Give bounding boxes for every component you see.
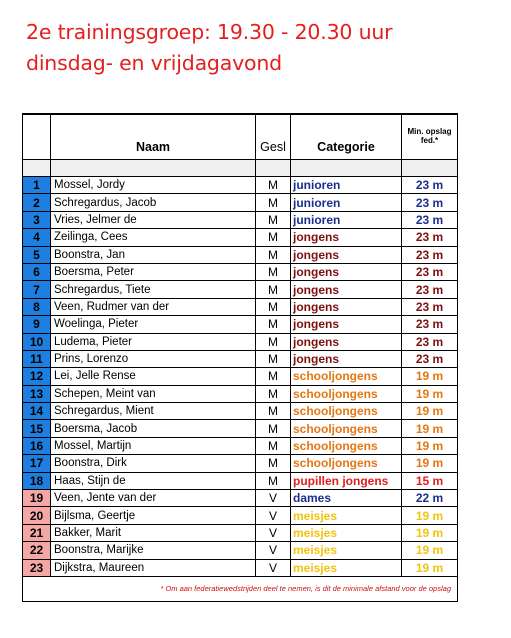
min-serve-distance: 19 m <box>402 368 458 385</box>
row-number: 9 <box>23 316 51 333</box>
row-number: 22 <box>23 542 51 559</box>
gender: M <box>256 368 291 385</box>
table-row <box>23 350 458 367</box>
row-number: 21 <box>23 524 51 541</box>
row-number: 4 <box>23 229 51 246</box>
table-row <box>23 455 458 472</box>
member-name: Lei, Jelle Rense <box>51 368 256 385</box>
table-row <box>23 194 458 211</box>
member-name: Bijlsma, Geertje <box>51 507 256 524</box>
category: meisjes <box>291 542 402 559</box>
member-name: Schepen, Meint van <box>51 385 256 402</box>
col-categorie-header: Categorie <box>291 114 402 160</box>
row-number: 7 <box>23 281 51 298</box>
row-number: 18 <box>23 472 51 489</box>
col-gesl-header: Gesl <box>256 114 291 160</box>
gender: M <box>256 263 291 280</box>
row-number: 23 <box>23 559 51 576</box>
category: junioren <box>291 194 402 211</box>
footnote: * Om aan federatiewedstrijden deel te nemen, is dit de minimale afstand voor de opslag <box>23 576 458 601</box>
gender: M <box>256 403 291 420</box>
category: junioren <box>291 211 402 228</box>
member-name: Boonstra, Dirk <box>51 455 256 472</box>
member-name: Veen, Jente van der <box>51 490 256 507</box>
min-serve-distance: 23 m <box>402 333 458 350</box>
row-number: 6 <box>23 263 51 280</box>
training-group-table <box>22 113 458 602</box>
category: schooljongens <box>291 437 402 454</box>
gender: M <box>256 298 291 315</box>
table-row <box>23 229 458 246</box>
category: jongens <box>291 298 402 315</box>
member-name: Zeilinga, Cees <box>51 229 256 246</box>
min-serve-distance: 19 m <box>402 524 458 541</box>
col-num-header <box>23 114 51 160</box>
gender: V <box>256 559 291 576</box>
category: jongens <box>291 281 402 298</box>
member-name: Schregardus, Tiete <box>51 281 256 298</box>
gender: M <box>256 194 291 211</box>
category: meisjes <box>291 524 402 541</box>
gender: M <box>256 350 291 367</box>
min-serve-distance: 19 m <box>402 437 458 454</box>
row-number: 12 <box>23 368 51 385</box>
row-number: 8 <box>23 298 51 315</box>
row-number: 20 <box>23 507 51 524</box>
min-serve-distance: 15 m <box>402 472 458 489</box>
row-number: 15 <box>23 420 51 437</box>
gender: M <box>256 455 291 472</box>
table-row <box>23 420 458 437</box>
category: schooljongens <box>291 455 402 472</box>
gender: M <box>256 472 291 489</box>
gender: M <box>256 333 291 350</box>
member-name: Mossel, Martijn <box>51 437 256 454</box>
category: schooljongens <box>291 403 402 420</box>
table-row <box>23 524 458 541</box>
min-serve-distance: 19 m <box>402 455 458 472</box>
table-row <box>23 263 458 280</box>
member-name: Boersma, Peter <box>51 263 256 280</box>
table-row <box>23 559 458 576</box>
table-row <box>23 333 458 350</box>
spacer-row <box>23 160 458 177</box>
row-number: 2 <box>23 194 51 211</box>
member-name: Vries, Jelmer de <box>51 211 256 228</box>
row-number: 1 <box>23 177 51 194</box>
category: schooljongens <box>291 385 402 402</box>
min-serve-distance: 23 m <box>402 194 458 211</box>
member-name: Bakker, Marit <box>51 524 256 541</box>
table-row <box>23 281 458 298</box>
gender: M <box>256 211 291 228</box>
category: jongens <box>291 229 402 246</box>
category: schooljongens <box>291 368 402 385</box>
category: jongens <box>291 350 402 367</box>
min-serve-distance: 23 m <box>402 298 458 315</box>
table-row <box>23 403 458 420</box>
category: junioren <box>291 177 402 194</box>
member-name: Schregardus, Mient <box>51 403 256 420</box>
table-row <box>23 211 458 228</box>
table-row <box>23 437 458 454</box>
min-serve-distance: 19 m <box>402 420 458 437</box>
row-number: 3 <box>23 211 51 228</box>
min-serve-distance: 23 m <box>402 350 458 367</box>
min-serve-distance: 23 m <box>402 281 458 298</box>
table-row <box>23 472 458 489</box>
category: dames <box>291 490 402 507</box>
member-name: Prins, Lorenzo <box>51 350 256 367</box>
min-serve-distance: 19 m <box>402 559 458 576</box>
member-name: Boonstra, Jan <box>51 246 256 263</box>
category: jongens <box>291 263 402 280</box>
gender: M <box>256 246 291 263</box>
min-serve-distance: 19 m <box>402 385 458 402</box>
row-number: 19 <box>23 490 51 507</box>
category: meisjes <box>291 507 402 524</box>
col-min-opslag-header: Min. opslag fed.* <box>402 114 458 160</box>
gender: V <box>256 507 291 524</box>
gender: V <box>256 490 291 507</box>
member-name: Veen, Rudmer van der <box>51 298 256 315</box>
gender: M <box>256 229 291 246</box>
category: jongens <box>291 246 402 263</box>
min-serve-distance: 23 m <box>402 229 458 246</box>
table-row <box>23 316 458 333</box>
min-serve-distance: 23 m <box>402 177 458 194</box>
gender: M <box>256 281 291 298</box>
table-row <box>23 490 458 507</box>
table-row <box>23 368 458 385</box>
min-serve-distance: 19 m <box>402 403 458 420</box>
member-name: Haas, Stijn de <box>51 472 256 489</box>
member-name: Boersma, Jacob <box>51 420 256 437</box>
category: schooljongens <box>291 420 402 437</box>
member-name: Dijkstra, Maureen <box>51 559 256 576</box>
min-serve-distance: 23 m <box>402 246 458 263</box>
table-row <box>23 298 458 315</box>
category: jongens <box>291 333 402 350</box>
gender: M <box>256 420 291 437</box>
min-serve-distance: 19 m <box>402 542 458 559</box>
gender: M <box>256 385 291 402</box>
gender: M <box>256 177 291 194</box>
gender: M <box>256 437 291 454</box>
min-serve-distance: 23 m <box>402 316 458 333</box>
col-naam-header: Naam <box>51 114 256 160</box>
table-row <box>23 385 458 402</box>
member-name: Ludema, Pieter <box>51 333 256 350</box>
row-number: 16 <box>23 437 51 454</box>
table-row <box>23 177 458 194</box>
row-number: 17 <box>23 455 51 472</box>
gender: V <box>256 542 291 559</box>
min-serve-distance: 23 m <box>402 263 458 280</box>
min-serve-distance: 19 m <box>402 507 458 524</box>
member-name: Mossel, Jordy <box>51 177 256 194</box>
table-row <box>23 507 458 524</box>
page-title-line1: 2e trainingsgroep: 19.30 - 20.30 uur <box>26 20 393 44</box>
row-number: 5 <box>23 246 51 263</box>
category: jongens <box>291 316 402 333</box>
page-title-line2: dinsdag- en vrijdagavond <box>26 51 282 75</box>
row-number: 14 <box>23 403 51 420</box>
member-name: Woelinga, Pieter <box>51 316 256 333</box>
row-number: 13 <box>23 385 51 402</box>
table-row <box>23 246 458 263</box>
member-name: Boonstra, Marijke <box>51 542 256 559</box>
category: meisjes <box>291 559 402 576</box>
gender: M <box>256 316 291 333</box>
row-number: 11 <box>23 350 51 367</box>
min-serve-distance: 22 m <box>402 490 458 507</box>
member-name: Schregardus, Jacob <box>51 194 256 211</box>
min-serve-distance: 23 m <box>402 211 458 228</box>
row-number: 10 <box>23 333 51 350</box>
category: pupillen jongens <box>291 472 402 489</box>
table-row <box>23 542 458 559</box>
gender: V <box>256 524 291 541</box>
